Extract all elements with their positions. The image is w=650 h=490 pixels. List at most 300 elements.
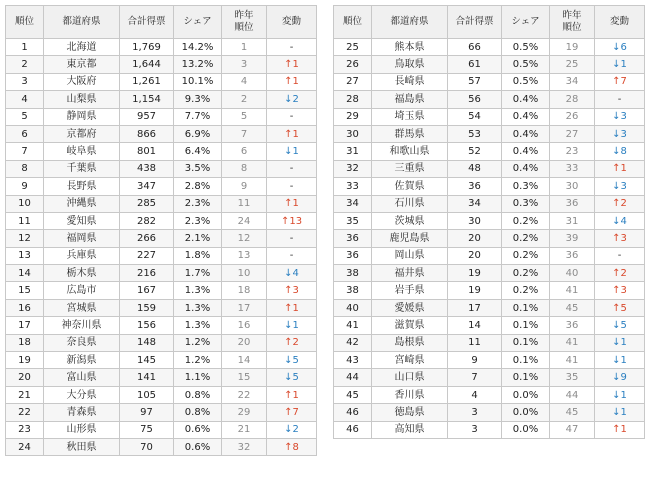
votes-cell: 97: [120, 404, 174, 421]
prefecture-cell: 愛知県: [44, 212, 120, 229]
prefecture-cell: 新潟県: [44, 352, 120, 369]
rank-cell: 7: [6, 143, 44, 160]
prefecture-cell: 広島市: [44, 282, 120, 299]
table-row: [334, 39, 645, 56]
prefecture-cell: 徳島県: [372, 404, 448, 421]
arrow-up-icon: ↑: [612, 198, 621, 210]
share-cell: 0.4%: [502, 143, 550, 160]
table-row: [334, 195, 645, 212]
arrow-up-icon: ↑: [612, 232, 621, 244]
change-cell: [267, 39, 317, 56]
rank-cell: 24: [6, 438, 44, 455]
change-cell: [267, 334, 317, 351]
prefecture-cell: 香川県: [372, 386, 448, 403]
rank-cell: 46: [334, 421, 372, 438]
arrow-up-icon: ↑: [284, 76, 293, 88]
rank-cell: 6: [6, 125, 44, 142]
prev-rank-cell: 1: [222, 39, 267, 56]
share-cell: 0.5%: [502, 56, 550, 73]
arrow-down-icon: ↓: [612, 128, 621, 140]
votes-cell: 156: [120, 317, 174, 334]
change-amount: 3: [620, 180, 627, 192]
prev-rank-cell: 34: [550, 73, 595, 90]
share-cell: 0.0%: [502, 386, 550, 403]
change-cell: [595, 39, 645, 56]
table-row: [6, 265, 317, 282]
change-amount: 1: [292, 128, 299, 140]
change-amount: -: [289, 180, 294, 192]
table-row: [334, 334, 645, 351]
prefecture-cell: 福岡県: [44, 230, 120, 247]
prefecture-cell: 長崎県: [372, 73, 448, 90]
share-cell: 2.1%: [174, 230, 222, 247]
change-cell: [595, 160, 645, 177]
header-share: シェア: [502, 6, 550, 39]
prev-rank-cell: 45: [550, 299, 595, 316]
prev-rank-cell: 2: [222, 91, 267, 108]
table-row: [334, 386, 645, 403]
change-amount: -: [617, 250, 622, 262]
change-amount: 3: [620, 232, 627, 244]
share-cell: 10.1%: [174, 73, 222, 90]
prefecture-cell: 東京都: [44, 56, 120, 73]
table-row: [6, 421, 317, 438]
arrow-up-icon: ↑: [284, 406, 293, 418]
table-row: [6, 230, 317, 247]
rank-cell: 32: [334, 160, 372, 177]
change-cell: [595, 421, 645, 438]
change-cell: [267, 421, 317, 438]
header-row: [6, 6, 317, 39]
prefecture-cell: 和歌山県: [372, 143, 448, 160]
prev-rank-cell: 20: [222, 334, 267, 351]
prefecture-cell: 岩手県: [372, 282, 448, 299]
prev-rank-cell: 45: [550, 404, 595, 421]
change-amount: -: [289, 41, 294, 53]
prefecture-cell: 山口県: [372, 369, 448, 386]
votes-cell: 4: [448, 386, 502, 403]
share-cell: 0.0%: [502, 404, 550, 421]
prev-rank-cell: 17: [222, 299, 267, 316]
prefecture-cell: 富山県: [44, 369, 120, 386]
change-cell: [595, 265, 645, 282]
prefecture-cell: 京都府: [44, 125, 120, 142]
arrow-up-icon: ↑: [612, 302, 621, 314]
share-cell: 6.4%: [174, 143, 222, 160]
prev-rank-cell: 35: [550, 369, 595, 386]
header-prev-rank: [550, 6, 595, 39]
change-amount: 4: [292, 267, 299, 279]
table-row: [334, 125, 645, 142]
share-cell: 1.3%: [174, 317, 222, 334]
change-amount: 1: [292, 198, 299, 210]
votes-cell: 866: [120, 125, 174, 142]
rank-cell: 38: [334, 282, 372, 299]
prev-rank-cell: 39: [550, 230, 595, 247]
table-row: [334, 317, 645, 334]
header-votes: 合計得票: [448, 6, 502, 39]
table-row: [6, 178, 317, 195]
rank-cell: 13: [6, 247, 44, 264]
table-row: [334, 91, 645, 108]
prefecture-cell: 千葉県: [44, 160, 120, 177]
change-amount: 1: [292, 319, 299, 331]
prev-rank-cell: 41: [550, 334, 595, 351]
change-amount: 1: [620, 424, 627, 436]
table-row: [6, 386, 317, 403]
votes-cell: 70: [120, 438, 174, 455]
prefecture-cell: 奈良県: [44, 334, 120, 351]
change-amount: 9: [620, 372, 627, 384]
votes-cell: 75: [120, 421, 174, 438]
change-amount: 7: [620, 76, 627, 88]
share-cell: 0.1%: [502, 299, 550, 316]
votes-cell: 167: [120, 282, 174, 299]
table-body-right: [334, 39, 645, 439]
change-amount: 1: [620, 337, 627, 349]
prefecture-cell: 高知県: [372, 421, 448, 438]
votes-cell: 438: [120, 160, 174, 177]
rank-cell: 2: [6, 56, 44, 73]
prefecture-cell: 山形県: [44, 421, 120, 438]
table-row: [6, 160, 317, 177]
rank-cell: 35: [334, 212, 372, 229]
rank-cell: 8: [6, 160, 44, 177]
votes-cell: 57: [448, 73, 502, 90]
rank-cell: 20: [6, 369, 44, 386]
votes-cell: 105: [120, 386, 174, 403]
share-cell: 1.7%: [174, 265, 222, 282]
prefecture-cell: 鹿児島県: [372, 230, 448, 247]
table-row: [334, 212, 645, 229]
prev-rank-cell: 10: [222, 265, 267, 282]
prev-rank-cell: 41: [550, 352, 595, 369]
rank-cell: 14: [6, 265, 44, 282]
votes-cell: 1,644: [120, 56, 174, 73]
share-cell: 0.2%: [502, 230, 550, 247]
change-amount: 1: [620, 406, 627, 418]
share-cell: 1.3%: [174, 282, 222, 299]
table-row: [334, 369, 645, 386]
votes-cell: 20: [448, 247, 502, 264]
change-cell: [267, 386, 317, 403]
share-cell: 0.5%: [502, 73, 550, 90]
prev-rank-cell: 12: [222, 230, 267, 247]
change-amount: 5: [292, 354, 299, 366]
table-row: [6, 317, 317, 334]
share-cell: 0.3%: [502, 195, 550, 212]
rank-cell: 36: [334, 247, 372, 264]
votes-cell: 61: [448, 56, 502, 73]
prefecture-cell: 宮崎県: [372, 352, 448, 369]
votes-cell: 282: [120, 212, 174, 229]
header-prev-line1: 昨年: [234, 10, 254, 21]
prev-rank-cell: 47: [550, 421, 595, 438]
share-cell: 0.3%: [502, 178, 550, 195]
header-prev-line2: 順位: [562, 22, 582, 33]
rank-cell: 4: [6, 91, 44, 108]
change-cell: [267, 178, 317, 195]
table-row: [6, 143, 317, 160]
prev-rank-cell: 5: [222, 108, 267, 125]
prev-rank-cell: 13: [222, 247, 267, 264]
votes-cell: 9: [448, 352, 502, 369]
change-amount: 1: [620, 163, 627, 175]
change-amount: 1: [292, 146, 299, 158]
rank-cell: 31: [334, 143, 372, 160]
arrow-down-icon: ↓: [612, 215, 621, 227]
prefecture-cell: 島根県: [372, 334, 448, 351]
share-cell: 0.6%: [174, 438, 222, 455]
votes-cell: 145: [120, 352, 174, 369]
change-amount: 1: [292, 76, 299, 88]
arrow-up-icon: ↑: [280, 215, 290, 227]
prev-rank-cell: 15: [222, 369, 267, 386]
prefecture-cell: 石川県: [372, 195, 448, 212]
prev-rank-cell: 22: [222, 386, 267, 403]
prev-rank-cell: 25: [550, 56, 595, 73]
votes-cell: 20: [448, 230, 502, 247]
ranking-table-left: [5, 5, 317, 456]
prefecture-cell: 秋田県: [44, 438, 120, 455]
rank-cell: 46: [334, 404, 372, 421]
change-amount: 2: [620, 198, 627, 210]
prev-rank-cell: 41: [550, 282, 595, 299]
votes-cell: 19: [448, 265, 502, 282]
arrow-up-icon: ↑: [284, 198, 293, 210]
change-cell: [267, 125, 317, 142]
rank-cell: 27: [334, 73, 372, 90]
prefecture-cell: 沖縄県: [44, 195, 120, 212]
rank-cell: 41: [334, 317, 372, 334]
change-cell: [595, 334, 645, 351]
change-amount: 7: [292, 406, 299, 418]
prev-rank-cell: 44: [550, 386, 595, 403]
prev-rank-cell: 33: [550, 160, 595, 177]
prefecture-cell: 長野県: [44, 178, 120, 195]
header-share: シェア: [174, 6, 222, 39]
prefecture-cell: 大分県: [44, 386, 120, 403]
header-rank: 順位: [6, 6, 44, 39]
table-row: [334, 160, 645, 177]
votes-cell: 159: [120, 299, 174, 316]
header-prev-rank: [222, 6, 267, 39]
table-row: [6, 334, 317, 351]
share-cell: 0.4%: [502, 125, 550, 142]
table-row: [334, 143, 645, 160]
change-cell: [267, 299, 317, 316]
change-amount: -: [289, 163, 294, 175]
share-cell: 0.2%: [502, 212, 550, 229]
arrow-down-icon: ↓: [612, 337, 621, 349]
prefecture-cell: 神奈川県: [44, 317, 120, 334]
share-cell: 3.5%: [174, 160, 222, 177]
change-cell: [267, 438, 317, 455]
change-cell: [267, 91, 317, 108]
arrow-up-icon: ↑: [284, 285, 293, 297]
change-cell: [267, 282, 317, 299]
change-cell: [267, 143, 317, 160]
change-cell: [267, 56, 317, 73]
rank-cell: 16: [6, 299, 44, 316]
arrow-down-icon: ↓: [612, 146, 621, 158]
prev-rank-cell: 19: [550, 39, 595, 56]
share-cell: 2.3%: [174, 212, 222, 229]
rank-cell: 40: [334, 299, 372, 316]
votes-cell: 266: [120, 230, 174, 247]
prev-rank-cell: 28: [550, 91, 595, 108]
change-amount: 5: [620, 319, 627, 331]
prefecture-cell: 兵庫県: [44, 247, 120, 264]
change-cell: [595, 125, 645, 142]
prev-rank-cell: 21: [222, 421, 267, 438]
prev-rank-cell: 4: [222, 73, 267, 90]
prev-rank-cell: 36: [550, 317, 595, 334]
prefecture-cell: 群馬県: [372, 125, 448, 142]
prefecture-cell: 宮城県: [44, 299, 120, 316]
table-row: [6, 195, 317, 212]
header-change: 変動: [595, 6, 645, 39]
header-prefecture: 都道府県: [372, 6, 448, 39]
prev-rank-cell: 11: [222, 195, 267, 212]
table-row: [6, 73, 317, 90]
arrow-up-icon: ↑: [284, 389, 293, 401]
votes-cell: 957: [120, 108, 174, 125]
votes-cell: 1,154: [120, 91, 174, 108]
change-amount: 13: [289, 215, 303, 227]
votes-cell: 34: [448, 195, 502, 212]
change-cell: [267, 265, 317, 282]
rank-cell: 42: [334, 334, 372, 351]
table-row: [6, 438, 317, 455]
table-row: [334, 265, 645, 282]
prev-rank-cell: 8: [222, 160, 267, 177]
votes-cell: 216: [120, 265, 174, 282]
change-amount: 2: [292, 93, 299, 105]
table-row: [6, 352, 317, 369]
prev-rank-cell: 16: [222, 317, 267, 334]
arrow-up-icon: ↑: [612, 285, 621, 297]
prev-rank-cell: 6: [222, 143, 267, 160]
change-amount: 1: [620, 59, 627, 71]
change-amount: 5: [292, 372, 299, 384]
arrow-up-icon: ↑: [284, 302, 293, 314]
table-row: [6, 212, 317, 229]
rank-cell: 43: [334, 352, 372, 369]
change-cell: [267, 73, 317, 90]
prefecture-cell: 熊本県: [372, 39, 448, 56]
arrow-down-icon: ↓: [284, 319, 293, 331]
votes-cell: 53: [448, 125, 502, 142]
prefecture-cell: 静岡県: [44, 108, 120, 125]
change-amount: 8: [620, 146, 627, 158]
change-cell: [595, 91, 645, 108]
change-cell: [267, 108, 317, 125]
share-cell: 1.3%: [174, 299, 222, 316]
rank-cell: 38: [334, 265, 372, 282]
votes-cell: 3: [448, 421, 502, 438]
rank-cell: 26: [334, 56, 372, 73]
change-amount: 6: [620, 41, 627, 53]
prefecture-cell: 山梨県: [44, 91, 120, 108]
arrow-down-icon: ↓: [612, 406, 621, 418]
share-cell: 0.8%: [174, 386, 222, 403]
change-amount: -: [617, 93, 622, 105]
arrow-up-icon: ↑: [284, 337, 293, 349]
change-cell: [595, 247, 645, 264]
header-prefecture: 都道府県: [44, 6, 120, 39]
prev-rank-cell: 32: [222, 438, 267, 455]
share-cell: 0.1%: [502, 334, 550, 351]
votes-cell: 17: [448, 299, 502, 316]
change-cell: [595, 195, 645, 212]
prev-rank-cell: 14: [222, 352, 267, 369]
prev-rank-cell: 30: [550, 178, 595, 195]
prefecture-cell: 福島県: [372, 91, 448, 108]
change-amount: -: [289, 111, 294, 123]
arrow-up-icon: ↑: [612, 267, 621, 279]
rank-cell: 34: [334, 195, 372, 212]
arrow-down-icon: ↓: [284, 93, 293, 105]
change-cell: [595, 282, 645, 299]
prev-rank-cell: 26: [550, 108, 595, 125]
change-cell: [267, 160, 317, 177]
table-row: [6, 369, 317, 386]
change-amount: 8: [292, 441, 299, 453]
arrow-down-icon: ↓: [612, 372, 621, 384]
rank-cell: 44: [334, 369, 372, 386]
rank-cell: 22: [6, 404, 44, 421]
votes-cell: 56: [448, 91, 502, 108]
table-row: [334, 282, 645, 299]
share-cell: 1.8%: [174, 247, 222, 264]
share-cell: 0.2%: [502, 282, 550, 299]
rank-cell: 28: [334, 91, 372, 108]
arrow-up-icon: ↑: [284, 59, 293, 71]
change-amount: 2: [620, 267, 627, 279]
table-row: [334, 404, 645, 421]
share-cell: 0.8%: [174, 404, 222, 421]
prev-rank-cell: 3: [222, 56, 267, 73]
change-cell: [267, 212, 317, 229]
rank-cell: 15: [6, 282, 44, 299]
votes-cell: 7: [448, 369, 502, 386]
rank-cell: 30: [334, 125, 372, 142]
arrow-down-icon: ↓: [284, 354, 293, 366]
change-amount: 2: [292, 337, 299, 349]
table-row: [334, 230, 645, 247]
table-row: [334, 299, 645, 316]
votes-cell: 285: [120, 195, 174, 212]
arrow-up-icon: ↑: [612, 76, 621, 88]
change-amount: -: [289, 232, 294, 244]
header-prev-line1: 昨年: [562, 10, 582, 21]
votes-cell: 11: [448, 334, 502, 351]
votes-cell: 30: [448, 212, 502, 229]
share-cell: 1.2%: [174, 334, 222, 351]
change-cell: [595, 230, 645, 247]
table-row: [334, 178, 645, 195]
share-cell: 0.0%: [502, 421, 550, 438]
rank-cell: 9: [6, 178, 44, 195]
change-cell: [267, 195, 317, 212]
table-row: [6, 404, 317, 421]
change-cell: [595, 386, 645, 403]
change-amount: 1: [292, 59, 299, 71]
votes-cell: 52: [448, 143, 502, 160]
prev-rank-cell: 31: [550, 212, 595, 229]
share-cell: 2.3%: [174, 195, 222, 212]
